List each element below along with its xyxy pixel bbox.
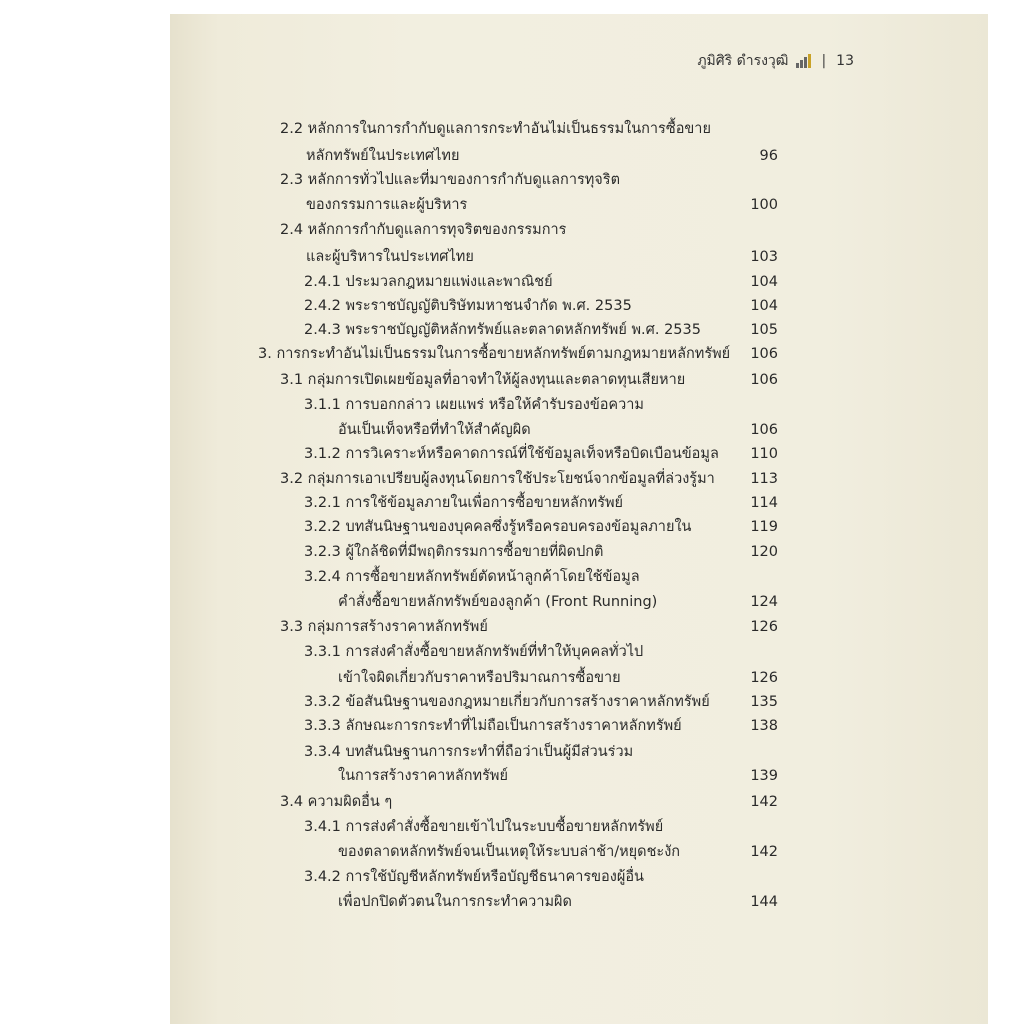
toc-entry-title: 3. การกระทำอันไม่เป็นธรรมในการซื้อขายหลักทรัพย์ตามกฎหมายหลักทรัพย์ — [258, 346, 731, 362]
toc-entry — [0, 815, 1024, 839]
toc-entry — [0, 790, 1024, 814]
toc-entry-title: 3.2 กลุ่มการเอาเปรียบผู้ลงทุนโดยการใช้ประโยชน์จากข้อมูลที่ล่วงรู้มา — [280, 471, 715, 487]
toc-entry-page: 124 — [750, 594, 778, 610]
toc-entry — [0, 467, 1024, 491]
toc-entry-title: 2.2 หลักการในการกำกับดูแลการกระทำอันไม่เป็นธรรมในการซื้อขาย — [280, 121, 711, 137]
toc-entry — [0, 640, 1024, 664]
toc-entry-page: 103 — [750, 249, 778, 265]
bar-chart-logo-icon — [796, 54, 811, 68]
page-header — [697, 50, 854, 72]
toc-entry — [0, 666, 1024, 690]
author-name: ภูมิศิริ ดำรงวุฒิ — [697, 53, 789, 69]
toc-entry-title: 2.4.2 พระราชบัญญัติบริษัทมหาชนจำกัด พ.ศ. 2535 — [304, 298, 632, 314]
toc-entry — [0, 218, 1024, 242]
toc-entry-title: 3.4.2 การใช้บัญชีหลักทรัพย์หรือบัญชีธนาคารของผู้อื่น — [304, 869, 644, 885]
toc-entry — [0, 690, 1024, 714]
toc-entry-page: 113 — [750, 471, 778, 487]
toc-entry-page: 104 — [750, 274, 778, 290]
toc-entry — [0, 368, 1024, 392]
toc-entry-title: 2.4.1 ประมวลกฎหมายแพ่งและพาณิชย์ — [304, 274, 553, 290]
toc-entry — [0, 890, 1024, 914]
toc-entry-title: ในการสร้างราคาหลักทรัพย์ — [338, 768, 508, 784]
toc-entry-page: 144 — [750, 894, 778, 910]
toc-entry-page: 139 — [750, 768, 778, 784]
toc-entry — [0, 193, 1024, 217]
toc-entry-page: 106 — [750, 422, 778, 438]
toc-entry-title: 3.1.2 การวิเคราะห์หรือคาดการณ์ที่ใช้ข้อมูลเท็จหรือบิดเบือนข้อมูล — [304, 446, 719, 462]
toc-entry — [0, 245, 1024, 269]
toc-entry-title: เข้าใจผิดเกี่ยวกับราคาหรือปริมาณการซื้อขาย — [338, 670, 621, 686]
toc-entry-title: ของกรรมการและผู้บริหาร — [306, 197, 468, 213]
toc-entry-page: 105 — [750, 322, 778, 338]
toc-entry-page: 114 — [750, 495, 778, 511]
toc-entry-page: 106 — [750, 346, 778, 362]
toc-entry-page: 142 — [750, 844, 778, 860]
toc-entry-title: อันเป็นเท็จหรือที่ทำให้สำคัญผิด — [338, 422, 531, 438]
toc-entry — [0, 764, 1024, 788]
toc-entry-title: 2.4 หลักการกำกับดูแลการทุจริตของกรรมการ — [280, 222, 567, 238]
toc-entry-title: 3.1 กลุ่มการเปิดเผยข้อมูลที่อาจทำให้ผู้ลงทุนและตลาดทุนเสียหาย — [280, 372, 686, 388]
toc-entry-page: 142 — [750, 794, 778, 810]
toc-entry — [0, 442, 1024, 466]
toc-entry-title: 3.2.2 บทสันนิษฐานของบุคคลซึ่งรู้หรือครอบครองข้อมูลภายใน — [304, 519, 692, 535]
toc-entry — [0, 865, 1024, 889]
toc-entry-page: 126 — [750, 670, 778, 686]
toc-entry-page: 138 — [750, 718, 778, 734]
toc-entry — [0, 117, 1024, 141]
toc-entry-title: 3.3.3 ลักษณะการกระทำที่ไม่ถือเป็นการสร้างราคาหลักทรัพย์ — [304, 718, 682, 734]
toc-entry-page: 135 — [750, 694, 778, 710]
toc-entry — [0, 270, 1024, 294]
toc-entry — [0, 393, 1024, 417]
toc-entry-title: 2.3 หลักการทั่วไปและที่มาของการกำกับดูแลการทุจริต — [280, 172, 621, 188]
toc-entry-title: 3.4 ความผิดอื่น ๆ — [280, 794, 393, 810]
toc-entry-title: 2.4.3 พระราชบัญญัติหลักทรัพย์และตลาดหลักทรัพย์ พ.ศ. 2535 — [304, 322, 701, 338]
toc-entry — [0, 418, 1024, 442]
toc-entry — [0, 342, 1024, 366]
toc-entry — [0, 540, 1024, 564]
toc-entry-title: 3.2.3 ผู้ใกล้ชิดที่มีพฤติกรรมการซื้อขายที่ผิดปกติ — [304, 544, 604, 560]
toc-entry-page: 96 — [759, 148, 778, 164]
toc-entry-page: 119 — [750, 519, 778, 535]
toc-entry-page: 100 — [750, 197, 778, 213]
toc-entry-page: 106 — [750, 372, 778, 388]
toc-entry-page: 120 — [750, 544, 778, 560]
toc-entry-title: 3.2.1 การใช้ข้อมูลภายในเพื่อการซื้อขายหลักทรัพย์ — [304, 495, 624, 511]
toc-entry-title: 3.3.2 ข้อสันนิษฐานของกฎหมายเกี่ยวกับการสร้างราคาหลักทรัพย์ — [304, 694, 710, 710]
toc-entry-title: 3.2.4 การซื้อขายหลักทรัพย์ตัดหน้าลูกค้าโดยใช้ข้อมูล — [304, 569, 640, 585]
toc-entry-title: คำสั่งซื้อขายหลักทรัพย์ของลูกค้า (Front Running) — [338, 594, 658, 610]
toc-entry-title: และผู้บริหารในประเทศไทย — [306, 249, 474, 265]
toc-entry-title: 3.1.1 การบอกกล่าว เผยแพร่ หรือให้คำรับรองข้อความ — [304, 397, 644, 413]
toc-entry — [0, 144, 1024, 168]
toc-entry — [0, 294, 1024, 318]
toc-entry-title: 3.3.4 บทสันนิษฐานการกระทำที่ถือว่าเป็นผู้มีส่วนร่วม — [304, 744, 634, 760]
toc-entry-title: 3.3 กลุ่มการสร้างราคาหลักทรัพย์ — [280, 619, 488, 635]
toc-entry — [0, 615, 1024, 639]
toc-entry-page: 110 — [750, 446, 778, 462]
page-number: 13 — [836, 53, 854, 69]
toc-entry — [0, 714, 1024, 738]
toc-entry-title: หลักทรัพย์ในประเทศไทย — [306, 148, 460, 164]
toc-entry-page: 104 — [750, 298, 778, 314]
toc-entry — [0, 318, 1024, 342]
toc-entry — [0, 168, 1024, 192]
header-divider: | — [821, 53, 827, 69]
toc-entry — [0, 840, 1024, 864]
toc-entry-title: เพื่อปกปิดตัวตนในการกระทำความผิด — [338, 894, 572, 910]
toc-entry-title: ของตลาดหลักทรัพย์จนเป็นเหตุให้ระบบล่าช้า/หยุดชะงัก — [338, 844, 681, 860]
toc-entry — [0, 590, 1024, 614]
toc-entry-page: 126 — [750, 619, 778, 635]
toc-entry — [0, 491, 1024, 515]
toc-entry — [0, 515, 1024, 539]
toc-entry-title: 3.3.1 การส่งคำสั่งซื้อขายหลักทรัพย์ที่ทำให้บุคคลทั่วไป — [304, 644, 644, 660]
toc-entry-title: 3.4.1 การส่งคำสั่งซื้อขายเข้าไปในระบบซื้อขายหลักทรัพย์ — [304, 819, 664, 835]
toc-entry — [0, 740, 1024, 764]
toc-entry — [0, 565, 1024, 589]
